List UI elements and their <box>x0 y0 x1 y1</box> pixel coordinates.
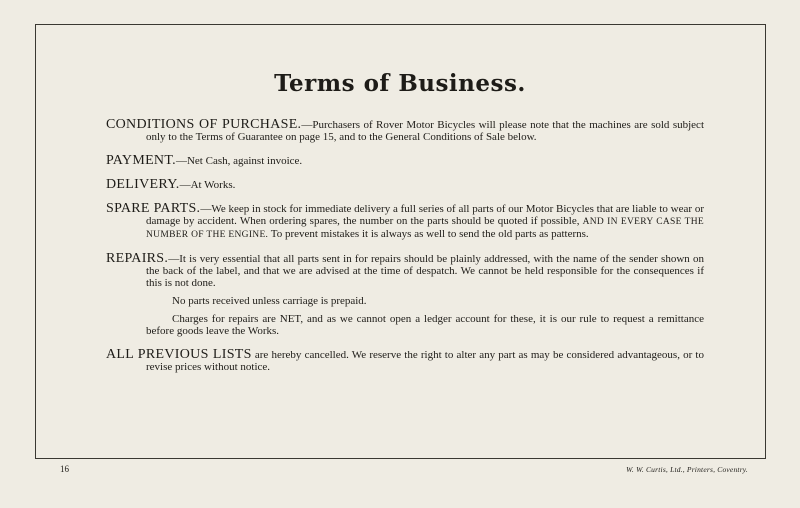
spare-parts-section <box>106 203 704 241</box>
printer-credit: W. W. Curtis, Ltd., Printers, Coventry. <box>626 465 748 474</box>
payment-section <box>106 155 704 167</box>
page-number: 16 <box>60 464 69 474</box>
conditions-heading: CONDITIONS OF PURCHASE. <box>106 117 302 132</box>
previous-lists-text: are hereby cancelled. We reserve the right to alter any part as may be considered advantageous, or to revise prices without notice. <box>146 349 704 373</box>
conditions-text: —Purchasers of Rover Motor Bicycles will please note that the machines are sold subject only to the Terms of Guarantee on page 15, and to the General Conditions of Sale below. <box>146 119 704 143</box>
repairs-section <box>106 253 704 289</box>
delivery-heading: DELIVERY. <box>106 177 180 192</box>
spare-parts-text-after: To prevent mistakes it is always as well to send the old parts as patterns. <box>268 228 589 240</box>
payment-text: —Net Cash, against invoice. <box>175 155 303 167</box>
previous-lists-heading: ALL PREVIOUS LISTS <box>106 347 252 362</box>
previous-lists-section <box>106 349 704 373</box>
terms-content <box>106 119 704 385</box>
conditions-section <box>106 119 704 143</box>
spare-parts-heading: SPARE PARTS. <box>106 201 201 216</box>
delivery-section <box>106 179 704 191</box>
page-title: Terms of Business. <box>274 70 526 97</box>
spare-parts-emphasis: AND IN EVERY CASE THE NUMBER OF THE ENGINE. <box>146 217 704 240</box>
repairs-text: —It is very essential that all parts sent in for repairs should be plainly addressed, with the name of the sender shown on the back of the label, and that we are advised at the time of despatch. We cannot be held responsible for the consequences if this is not done. <box>146 253 704 289</box>
repairs-heading: REPAIRS. <box>106 251 169 266</box>
repairs-note-charges: Charges for repairs are NET, and as we cannot open a ledger account for these, it is our rule to request a remittance before goods leave the Works. <box>146 313 704 337</box>
spare-parts-text: —We keep in stock for immediate delivery a full series of all parts of our Motor Bicycles that are liable to wear or damage by accident. When ordering spares, the number on the parts should be quoted if possible, <box>146 203 704 227</box>
delivery-text: —At Works. <box>179 179 236 191</box>
repairs-note-carriage: No parts received unless carriage is prepaid. <box>172 295 367 307</box>
payment-heading: PAYMENT. <box>106 153 176 168</box>
